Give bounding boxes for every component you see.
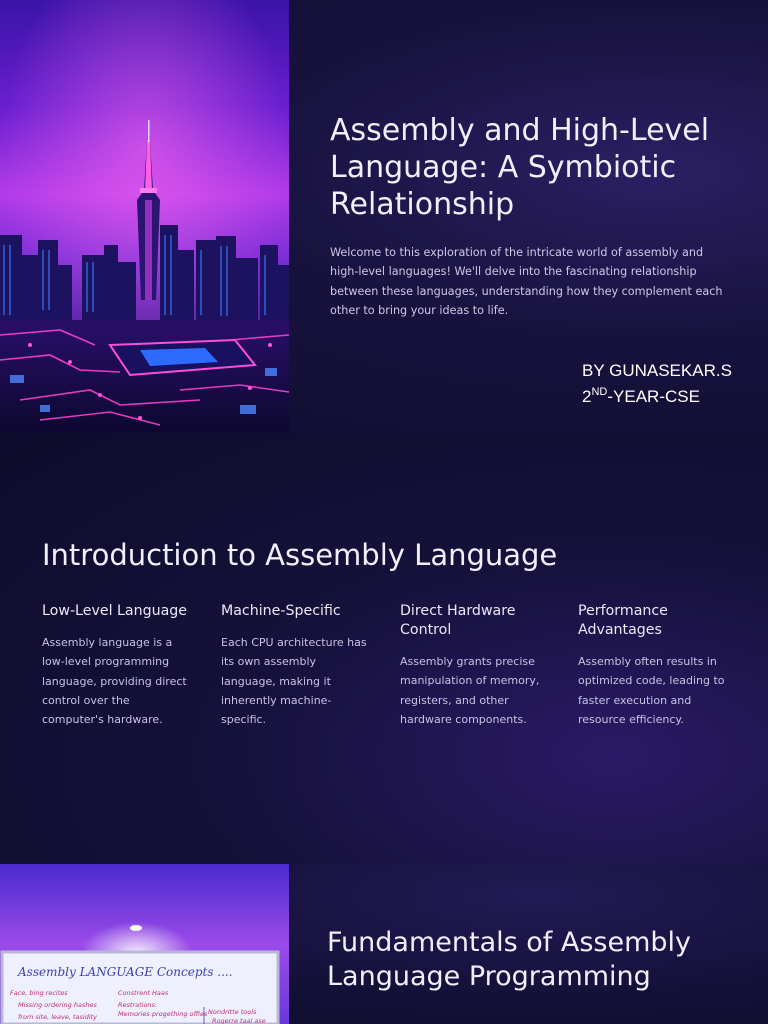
author-name: BY GUNASEKAR.S: [582, 361, 732, 380]
board-title: Assembly LANGUAGE Concepts ....: [18, 965, 233, 979]
year-ordinal: ND: [591, 386, 608, 398]
introduction-slide: [0, 432, 768, 864]
feature-heading: Low-Level Language: [42, 603, 188, 619]
author-year: [582, 384, 732, 410]
board-line: Nondritte tools: [208, 1008, 257, 1016]
board-line: Restrations:: [118, 1001, 158, 1009]
board-line: Rogerre taal ase: [212, 1017, 266, 1024]
fundamentals-slide: [0, 864, 768, 1024]
section-title: Fundamentals of Assembly Language Programming: [327, 927, 692, 992]
year-rest: -YEAR-CSE: [607, 387, 700, 406]
page-title: Assembly and High-Level Language: A Symbiotic Relationship: [330, 113, 710, 222]
feature-column: [42, 602, 194, 729]
cyberpunk-city-image: [0, 0, 289, 432]
feature-text: Each CPU architecture has its own assembly language, making it inherently machine-specific.: [221, 636, 367, 727]
feature-heading: Performance Advantages: [578, 603, 668, 638]
board-line: Constrent Haas: [118, 989, 169, 997]
board-line: from site, leave, tasidity: [18, 1013, 98, 1021]
feature-heading: Machine-Specific: [221, 603, 341, 619]
board-line: Face, bing recites: [10, 989, 68, 997]
feature-heading: Direct Hardware Control: [400, 603, 516, 638]
feature-text: Assembly language is a low-level programming language, providing direct control over the computer's hardware.: [42, 636, 187, 727]
title-slide: [0, 0, 768, 432]
feature-column: [400, 602, 552, 729]
author-credit: [582, 358, 732, 410]
feature-column: [221, 602, 373, 729]
year-number: 2: [582, 387, 592, 406]
feature-column: [578, 602, 730, 729]
feature-text: Assembly often results in optimized code, leading to faster execution and resource efficiency.: [578, 655, 725, 726]
section-title: Introduction to Assembly Language: [42, 538, 558, 572]
board-line: Memories progething offies: [118, 1010, 208, 1018]
board-line: Missing ordering hashes: [18, 1001, 97, 1009]
intro-paragraph: Welcome to this exploration of the intricate world of assembly and high-level languages! We'll delve into the fascinating relationship between these languages, understanding how they complement each other to bring your ideas to life.: [330, 246, 723, 317]
feature-text: Assembly grants precise manipulation of memory, registers, and other hardware components.: [400, 655, 540, 726]
whiteboard-image: [0, 864, 289, 1024]
